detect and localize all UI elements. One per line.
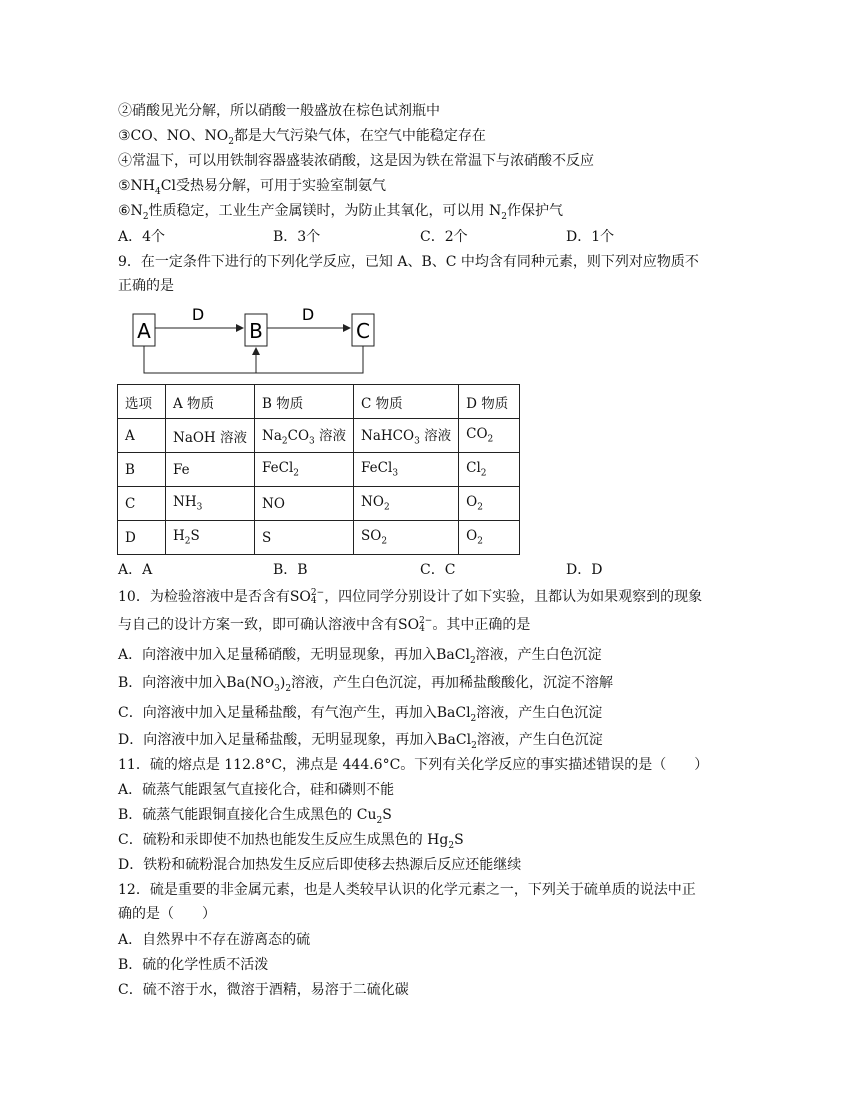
q11-stem: 11．硫的熔点是 112.8°C，沸点是 444.6°C。下列有关化学反应的事实描述错误的是（ ）	[118, 757, 709, 773]
q8-choice-c[interactable]: C．2个	[420, 229, 468, 245]
a-cell: Fe	[166, 453, 255, 487]
loop-line	[144, 346, 363, 373]
q9-options-table	[117, 384, 520, 555]
c-cell: FeCl$_3$	[354, 453, 459, 487]
q9-reaction-diagram	[118, 305, 388, 379]
q10-option-c[interactable]: C．向溶液中加入足量稀盐酸，有气泡产生，再加入BaCl$_2$溶液，产生白色沉淀	[118, 705, 603, 724]
label-b: B	[249, 319, 263, 343]
q10-stem-line1: 10．为检验溶液中是否含有SO 2− 4 ，四位同学分别设计了如下实验，且都认为如果观察到的现象	[118, 588, 703, 606]
q11-option-c[interactable]: C．硫粉和汞即使不加热也能发生反应生成黑色的 $Hg_2S$	[118, 832, 464, 851]
header-cell: B 物质	[255, 385, 354, 419]
table-row	[118, 419, 520, 453]
a-cell: $NH_3$	[166, 487, 255, 521]
q8-choice-b[interactable]: B．3个	[273, 229, 321, 245]
q12-stem-line2: 确的是（ ）	[118, 906, 216, 922]
statement-6: $⑥N_2$性质稳定，工业生产金属镁时，为防止其氧化，可以用 $N_2$作保护气	[118, 203, 563, 222]
option-cell: D	[118, 521, 166, 555]
q9-choice-c[interactable]: C．C	[420, 562, 456, 578]
header-cell: A 物质	[166, 385, 255, 419]
q10-option-d[interactable]: D．向溶液中加入足量稀盐酸，无明显现象，再加入BaCl$_2$溶液，产生白色沉淀	[118, 732, 603, 751]
q8-choice-d[interactable]: D．1个	[566, 229, 615, 245]
c-cell: $NO_2$	[354, 487, 459, 521]
b-cell: S	[255, 521, 354, 555]
q12-option-a[interactable]: A．自然界中不存在游离态的硫	[118, 932, 311, 948]
b-cell: FeCl$_2$	[255, 453, 354, 487]
a-cell: NaOH 溶液	[166, 419, 255, 453]
statement-2: ②硝酸见光分解，所以硝酸一般盛放在棕色试剂瓶中	[118, 103, 440, 119]
table-row	[118, 487, 520, 521]
q9-choice-b[interactable]: B．B	[273, 562, 308, 578]
label-a: A	[137, 319, 151, 343]
q12-option-b[interactable]: B．硫的化学性质不活泼	[118, 957, 269, 973]
statement-4: ④常温下，可以用铁制容器盛装浓硝酸，这是因为铁在常温下与浓硝酸不反应	[118, 153, 594, 169]
q11-option-b[interactable]: B．硫蒸气能跟铜直接化合生成黑色的 $Cu_2S$	[118, 807, 392, 826]
q8-choice-a[interactable]: A．4个	[118, 229, 166, 245]
header-cell: D 物质	[459, 385, 520, 419]
option-cell: C	[118, 487, 166, 521]
q9-stem-line1: 9．在一定条件下进行的下列化学反应，已知 A、B、C 中均含有同种元素，则下列对应物质不	[118, 254, 699, 270]
q9-choice-a[interactable]: A．A	[118, 562, 153, 578]
q12-option-c[interactable]: C．硫不溶于水，微溶于酒精，易溶于二硫化碳	[118, 982, 409, 998]
d-cell: $O_2$	[459, 487, 520, 521]
a-cell: $H_2S$	[166, 521, 255, 555]
q10-stem-line2: 与自己的设计方案一致，即可确认溶液中含有SO 2− 4 。其中正确的是	[118, 616, 531, 634]
d-cell: $O_2$	[459, 521, 520, 555]
c-cell: $SO_2$	[354, 521, 459, 555]
b-cell: $Na_2CO_3$ 溶液	[255, 419, 354, 453]
q11-option-a[interactable]: A．硫蒸气能跟氢气直接化合，硅和磷则不能	[118, 782, 395, 798]
label-c: C	[356, 319, 370, 343]
table-header-row	[118, 385, 520, 419]
q12-stem-line1: 12．硫是重要的非金属元素，也是人类较早认识的化学元素之一，下列关于硫单质的说法中正	[118, 882, 696, 898]
statement-5: $⑤NH_4Cl$受热易分解，可用于实验室制氨气	[118, 178, 386, 197]
q11-option-d[interactable]: D．铁粉和硫粉混合加热发生反应后即使移去热源后反应还能继续	[118, 857, 522, 873]
table-row	[118, 521, 520, 555]
q9-choice-d[interactable]: D．D	[566, 562, 603, 578]
option-cell: A	[118, 419, 166, 453]
label-d1: D	[191, 305, 205, 324]
d-cell: $CO_2$	[459, 419, 520, 453]
q10-option-b[interactable]: B．向溶液中加入$Ba(NO_3)_2$溶液，产生白色沉淀，再加稀盐酸酸化，沉淀不溶解	[118, 675, 614, 694]
header-cell: 选项	[118, 385, 166, 419]
c-cell: NaHCO$_3$ 溶液	[354, 419, 459, 453]
table-row	[118, 453, 520, 487]
q9-stem-line2: 正确的是	[118, 278, 174, 294]
option-cell: B	[118, 453, 166, 487]
b-cell: NO	[255, 487, 354, 521]
d-cell: $Cl_2$	[459, 453, 520, 487]
header-cell: C 物质	[354, 385, 459, 419]
q10-option-a[interactable]: A．向溶液中加入足量稀硝酸，无明显现象，再加入BaCl$_2$溶液，产生白色沉淀	[118, 647, 602, 666]
statement-3: ③CO、NO、$NO_2$都是大气污染气体，在空气中能稳定存在	[118, 128, 486, 147]
label-d2: D	[301, 305, 315, 324]
